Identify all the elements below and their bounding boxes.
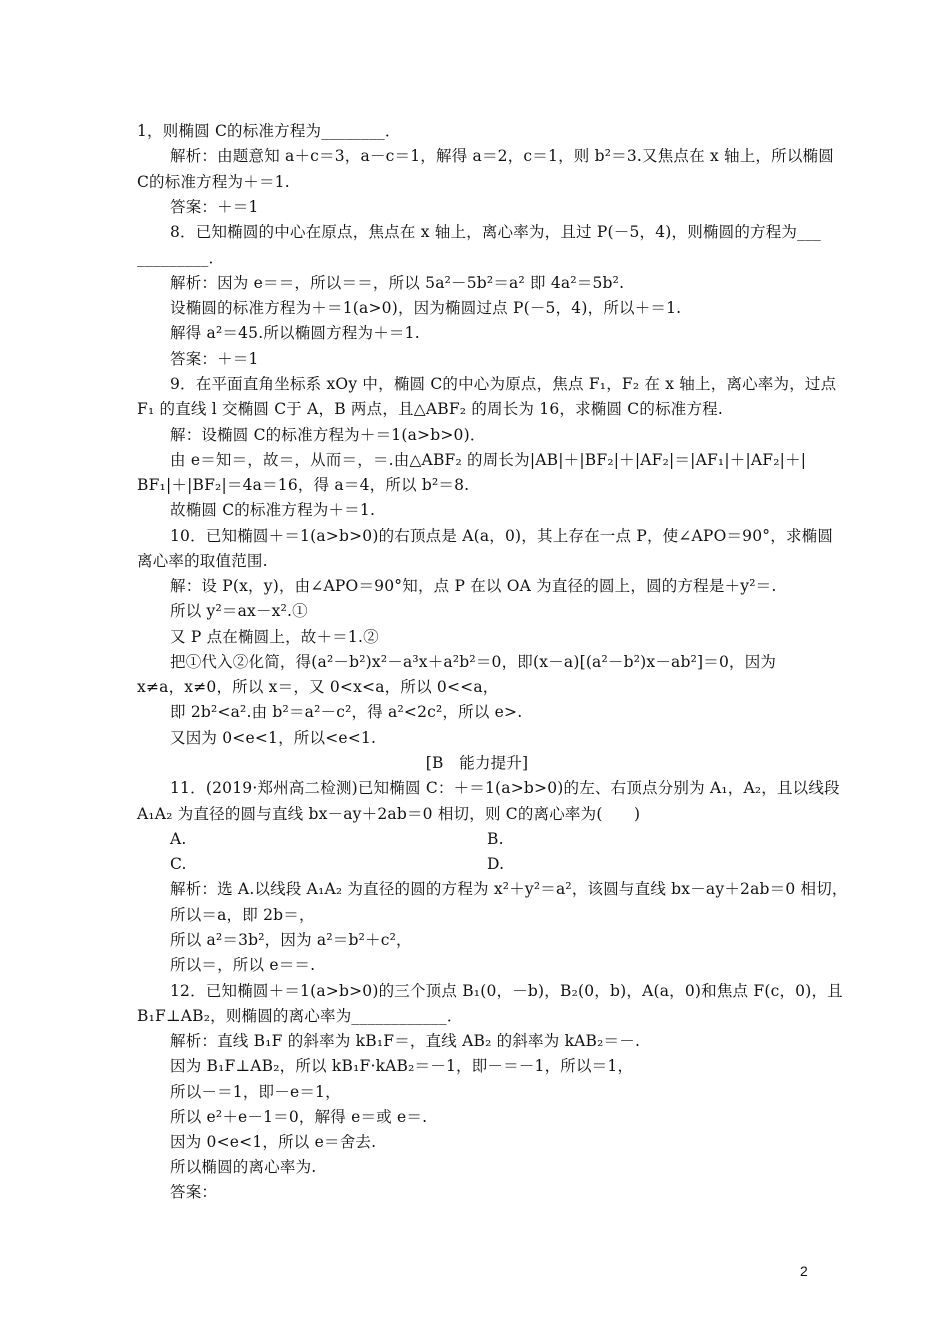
option-b: B. bbox=[487, 830, 504, 848]
text-line: C的标准方程为＋＝1. bbox=[137, 173, 290, 191]
text-line: 解得 a²＝45.所以椭圆方程为＋＝1. bbox=[170, 324, 420, 342]
text-line: 解：设椭圆 C的标准方程为＋＝1(a>b>0)． bbox=[170, 426, 486, 444]
text-line: 因为 0<e<1，所以 e＝舍去. bbox=[170, 1133, 377, 1151]
text-line: 解析：因为 e＝＝，所以＝＝，所以 5a²－5b²＝a² 即 4a²＝5b². bbox=[170, 274, 625, 292]
text-line: 答案：＋＝1 bbox=[170, 350, 259, 368]
text-line: _________． bbox=[137, 249, 225, 267]
text-line: 所以 y²＝ax－x².① bbox=[170, 602, 308, 620]
text-line: 又 P 点在椭圆上，故＋＝1.② bbox=[170, 628, 379, 646]
text-line: 所以 a²＝3b²，因为 a²＝b²＋c²， bbox=[170, 931, 412, 949]
text-line: 解析：直线 B₁F 的斜率为 kB₁F＝，直线 AB₂ 的斜率为 kAB₂＝－. bbox=[170, 1032, 641, 1050]
text-line: 11．(2019·郑州高二检测)已知椭圆 C：＋＝1(a>b>0)的左、右顶点分别为 A₁，A₂，且以线段 bbox=[170, 779, 840, 797]
text-line: x≠a，x≠0，所以 x＝，又 0<x<a，所以 0<<a， bbox=[137, 678, 499, 696]
text-line: 8．已知椭圆的中心在原点，焦点在 x 轴上，离心率为，且过 P(－5，4)，则椭圆的方程为___ bbox=[170, 223, 821, 241]
text-line: F₁ 的直线 l 交椭圆 C于 A，B 两点，且△ABF₂ 的周长为 16，求椭圆 C的标准方程. bbox=[137, 400, 723, 418]
text-line: 9．在平面直角坐标系 xOy 中，椭圆 C的中心为原点，焦点 F₁，F₂ 在 x 轴上，离心率为，过点 bbox=[170, 375, 837, 393]
text-line: 因为 B₁F⊥AB₂，所以 kB₁F·kAB₂＝－1，即－＝－1，所以＝1， bbox=[170, 1057, 634, 1075]
text-line: 离心率的取值范围. bbox=[137, 552, 268, 570]
text-line: 故椭圆 C的标准方程为＋＝1. bbox=[170, 501, 376, 519]
text-line: BF₁|＋|BF₂|＝4a＝16，得 a＝4，所以 b²＝8. bbox=[137, 476, 470, 494]
text-line: 1，则椭圆 C的标准方程为________． bbox=[137, 122, 401, 140]
text-line: 解：设 P(x，y)，由∠APO＝90°知，点 P 在以 OA 为直径的圆上，圆的方程是＋y²＝. bbox=[170, 577, 777, 595]
text-line: 所以－＝1，即－e＝1， bbox=[170, 1083, 341, 1101]
text-line: A₁A₂ 为直径的圆与直线 bx－ay＋2ab＝0 相切，则 C的离心率为( ) bbox=[137, 805, 641, 823]
text-line: 所以＝a，即 2b＝， bbox=[170, 906, 315, 924]
text-line: B₁F⊥AB₂，则椭圆的离心率为____________． bbox=[137, 1007, 463, 1025]
option-a: A. bbox=[170, 830, 187, 848]
option-d: D. bbox=[487, 855, 505, 873]
text-line: 设椭圆的标准方程为＋＝1(a>0)，因为椭圆过点 P(－5，4)，所以＋＝1. bbox=[170, 299, 682, 317]
text-line: 所以 e²＋e－1＝0，解得 e＝或 e＝. bbox=[170, 1108, 428, 1126]
text-line: 10．已知椭圆＋＝1(a>b>0)的右顶点是 A(a，0)，其上存在一点 P，使∠APO＝90°，求椭圆 bbox=[170, 527, 834, 545]
text-line: 又因为 0<e<1，所以<e<1. bbox=[170, 729, 377, 747]
text-line: 答案： bbox=[170, 1183, 218, 1201]
section-heading: [B 能力提升] bbox=[425, 754, 529, 772]
text-line: 12．已知椭圆＋＝1(a>b>0)的三个顶点 B₁(0，－b)，B₂(0，b)，A(a，0)和焦点 F(c，0)，且 bbox=[170, 982, 843, 1000]
text-line: 由 e＝知＝，故＝，从而＝，＝.由△ABF₂ 的周长为|AB|＋|BF₂|＋|AF₂|＝|AF₁|＋|AF₂|＋| bbox=[170, 451, 807, 469]
text-line: 解析：选 A.以线段 A₁A₂ 为直径的圆的方程为 x²＋y²＝a²，该圆与直线 bx－ay＋2ab＝0 相切， bbox=[170, 880, 848, 898]
page-number: 2 bbox=[800, 1263, 808, 1279]
option-c: C. bbox=[170, 855, 187, 873]
text-line: 即 2b²<a².由 b²＝a²－c²，得 a²<2c²，所以 e>. bbox=[170, 703, 523, 721]
text-line: 所以＝，所以 e＝＝. bbox=[170, 956, 316, 974]
text-line: 答案：＋＝1 bbox=[170, 198, 259, 216]
text-line: 所以椭圆的离心率为. bbox=[170, 1158, 317, 1176]
text-line: 解析：由题意知 a＋c＝3，a－c＝1，解得 a＝2，c＝1，则 b²＝3.又焦点在 x 轴上，所以椭圆 bbox=[170, 147, 834, 165]
text-line: 把①代入②化简，得(a²－b²)x²－a³x＋a²b²＝0，即(x－a)[(a²－b²)x－ab²]＝0，因为 bbox=[170, 653, 777, 671]
